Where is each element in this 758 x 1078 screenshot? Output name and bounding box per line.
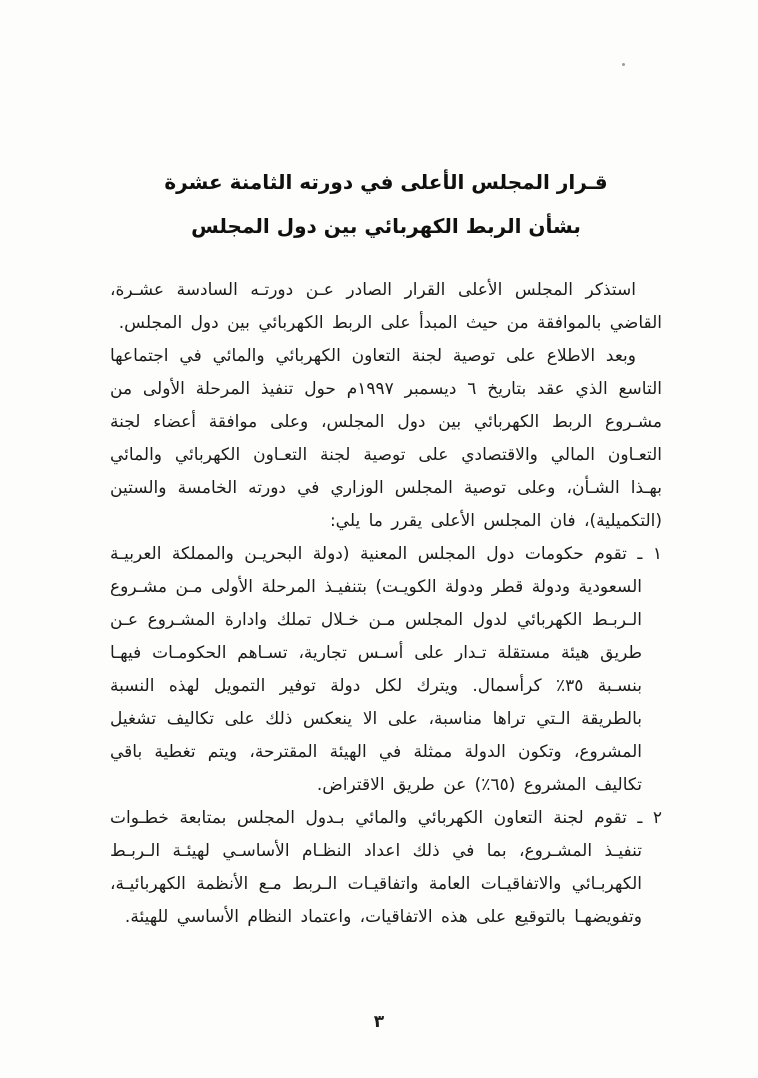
title-line-2: بشأن الربط الكهربائي بين دول المجلس <box>191 214 581 238</box>
document-body <box>110 274 662 934</box>
paragraph-preamble-2: وبعد الاطلاع على توصية لجنة التعاون الكهربائي والمائي في اجتماعها التاسع الذي عقد بتاريخ ٦ ديسمبر ١٩٩٧م حول تنفيذ المرحلة الأولى من مشـروع الربط الكهربائي بين دول المجلس، وعلى موافقة أعضاء لجنة التعـاون المالي والاقتصادي على توصية لجنة التعـاون الكهربائي والمائي بهـذا الشـأن، وعلى توصية المجلس الوزاري في دورته الخامسة والستين (التكميلية)، فان المجلس الأعلى يقرر ما يلي: <box>110 346 663 531</box>
list-item-2-marker: ٢ ـ <box>637 808 663 828</box>
list-item-2 <box>110 802 662 934</box>
page-number: ٣ <box>373 1012 385 1032</box>
list-item-1-text: تقوم حكومات دول المجلس المعنية (دولة البحريـن والمملكة العربيـة السعودية ودولة قطر ودولة الكويـت) بتنفيـذ المرحلة الأولى مـن مشـروع الـربـط الكهربائي لدول المجلس مـن خـلال تملك وادارة المشـروع عـن طريق هيئة مستقلة تـدار على أسـس تجارية، تسـاهم الحكومـات فيهـا بنسـبة ٣٥٪ كرأسمال. ويترك لكل دولة توفير التمويل لهذه النسبة بالطريقة الـتي تراها مناسبة، على الا ينعكس ذلك على تكاليف تشغيل المشروع، وتكون الدولة ممثلة في الهيئة المقترحة، ويتم تغطية باقي تكاليف المشروع (٦٥٪) عن طريق الاقتراض. <box>110 544 642 795</box>
paragraph-preamble-1: استذكر المجلس الأعلى القرار الصادر عـن دورتـه السادسة عشـرة، القاضي بالموافقة من حيث المبدأ على الربط الكهربائي بين دول المجلس. <box>110 280 662 333</box>
document-title <box>110 160 662 248</box>
document-content <box>110 160 662 934</box>
scan-artifact <box>622 63 625 66</box>
list-item-1 <box>110 538 662 802</box>
title-line-1: قـرار المجلس الأعلى في دورته الثامنة عشرة <box>164 170 608 194</box>
list-item-1-marker: ١ ـ <box>637 544 662 564</box>
list-item-2-text: تقوم لجنة التعاون الكهربائي والمائي بـدول المجلس بمتابعة خطـوات تنفيـذ المشـروع، بما في ذلك اعداد النظـام الأساسـي لهيئـة الـربـط الكهربـائي والاتفاقيـات العامة واتفاقيـات الـربط مـع الأنظمة الكهربائيـة، وتفويضهـا بالتوقيع على هذه الاتفاقيات، واعتماد النظام الأساسي للهيئة. <box>110 808 642 927</box>
